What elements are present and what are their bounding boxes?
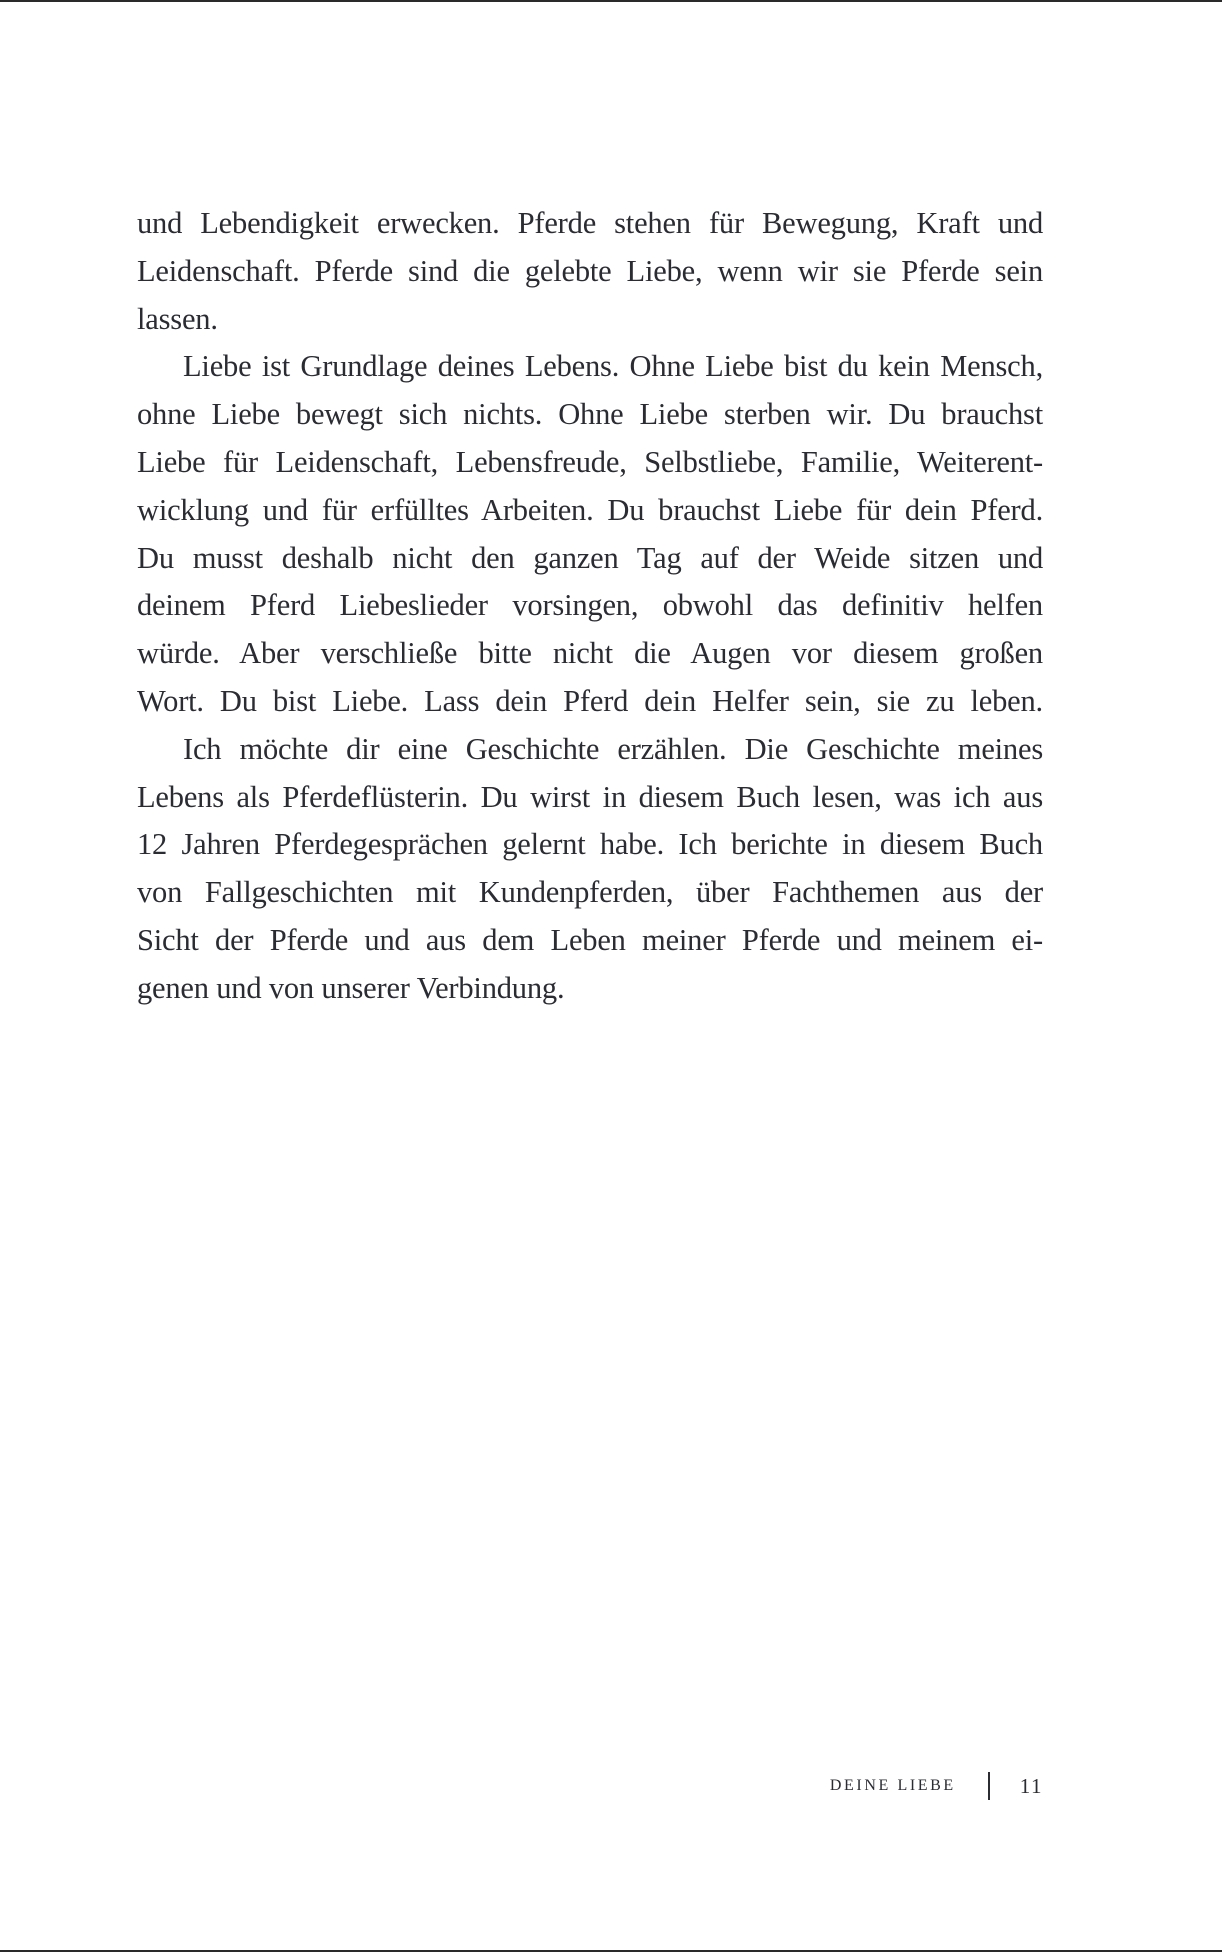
text-line: Liebe für Leidenschaft, Lebensfreude, Selbstliebe, Familie, Weiterent- (137, 444, 1043, 479)
paragraph-1 (137, 200, 1043, 343)
text-line: Ich möchte dir eine Geschichte erzählen. Die Geschichte meines (183, 731, 1043, 766)
text-line: und Lebendigkeit erwecken. Pferde stehen für Bewegung, Kraft und (137, 206, 1043, 240)
text-line: wicklung und für erfülltes Arbeiten. Du brauchst Liebe für dein Pferd. (137, 492, 1043, 527)
text-line: Wort. Du bist Liebe. Lass dein Pferd dein Helfer sein, sie zu leben. (137, 683, 1043, 718)
text-line: 12 Jahren Pferdegesprächen gelernt habe. Ich berichte in diesem Buch (137, 827, 1043, 862)
text-line: deinem Pferd Liebeslieder vorsingen, obwohl das definitiv helfen (137, 588, 1043, 623)
text-line: würde. Aber verschließe bitte nicht die Augen vor diesem großen (137, 636, 1043, 671)
text-line: Sicht der Pferde und aus dem Leben meiner Pferde und meinem ei- (137, 922, 1043, 957)
text-line: Lebens als Pferdeflüsterin. Du wirst in diesem Buch lesen, was ich aus (137, 779, 1043, 814)
running-head: DEINE LIEBE (829, 1777, 956, 1794)
text-line: lassen. (137, 301, 218, 336)
text-line: Leidenschaft. Pferde sind die gelebte Liebe, wenn wir sie Pferde sein (137, 253, 1043, 288)
footer-divider (988, 1772, 990, 1800)
paragraph-3 (137, 726, 1043, 1013)
body-text (137, 200, 1043, 1013)
page-footer (830, 1768, 1043, 1804)
paragraph-2 (137, 343, 1043, 725)
text-line: genen und von unserer Verbindung. (137, 970, 565, 1005)
text-line: von Fallgeschichten mit Kundenpferden, über Fachthemen aus der (137, 875, 1043, 910)
page-top-border (0, 0, 1222, 2)
text-line: ohne Liebe bewegt sich nichts. Ohne Liebe sterben wir. Du brauchst (137, 397, 1043, 432)
text-line: Liebe ist Grundlage deines Lebens. Ohne Liebe bist du kein Mensch, (183, 349, 1043, 384)
text-line: Du musst deshalb nicht den ganzen Tag auf der Weide sitzen und (137, 540, 1043, 575)
page-number: 11 (1019, 1773, 1043, 1798)
